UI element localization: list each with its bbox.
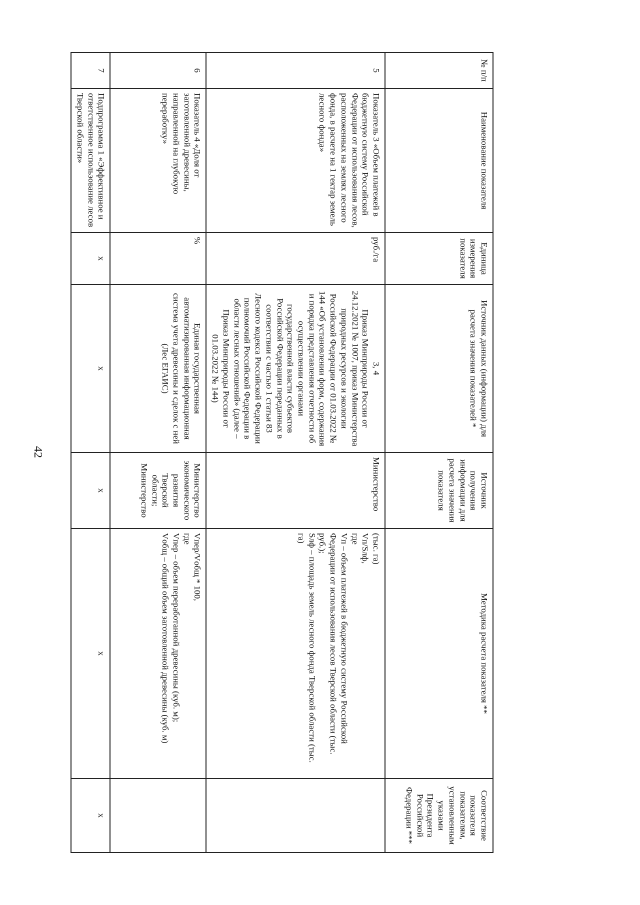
row-source-data: Единая государственная автоматизированная информационная система учета древесины и сделок с ней (Лес ЕГАИС): [111, 285, 207, 453]
row-unit: руб./га: [207, 233, 386, 285]
table-row: [207, 53, 386, 853]
row-compliance: [111, 779, 207, 853]
row-compliance: [207, 779, 386, 853]
row-source-info: Министерство: [207, 453, 386, 529]
row-method: Vпер/Vобщ * 100, где Vпер – объем переработанной древесины (куб. м); Vобщ – общий объем заготовленной древесины (куб. м): [111, 529, 207, 779]
header-num: № п/п: [385, 53, 493, 89]
table-row: [71, 53, 110, 853]
indicators-table: [71, 52, 494, 853]
header-name: Наименование показателя: [385, 89, 493, 233]
row-num: 6: [111, 53, 207, 89]
row-method-carryover: (тыс. га): [371, 533, 382, 565]
row-method: х: [71, 529, 110, 779]
row-source-data: х: [71, 285, 110, 453]
rotated-table-sheet: [75, 52, 494, 852]
row-num: 5: [207, 53, 386, 89]
row-compliance: х: [71, 779, 110, 853]
row-source-info: Министерство экономического развития Тверской области; Министерство: [111, 453, 207, 529]
header-compliance: Соответствие показателя показателям, установленным указами Президента Российской Федерации ***: [385, 779, 493, 853]
row-unit: х: [71, 233, 110, 285]
row-source-data: 3, 4 Приказ Минприроды России от 24.12.2021 № 1007, приказ Министерства природных ресурсов и экологии Российской Федерации от 01.03.2022 № 144 «Об установлении форм, содержания и порядка представления отчетности об осуществлении органами государственной власти субъектов Российской Федерации переданных в соответствии с частью 1 статьи 83 Лесного кодекса Российской Федерации полномочий Российской Федерации в области лесных отношений» (далее – Приказ Минприроды России от 01.03.2022 № 144): [207, 285, 386, 453]
header-source-data: Источник данных (информации) для расчета значения показателей *: [385, 285, 493, 453]
row-name: Показатель 4 «Доля от заготовленной древесины, направленной на глубокую переработку»: [111, 89, 207, 233]
header-method: Методика расчета показателя **: [385, 529, 493, 779]
row-num: 7: [71, 53, 110, 89]
table-row: [111, 53, 207, 853]
table-header-row: [385, 53, 493, 853]
row-name: Подпрограмма 1 «Эффективное и ответственное использование лесов Тверской области»: [71, 89, 110, 233]
header-source-info: Источник получения информации для расчета значения показателя: [385, 453, 493, 529]
row-method-cell: [207, 529, 386, 779]
row-source-info: х: [71, 453, 110, 529]
row-method: Vп/Sлф, где Vп – объем платежей в бюджетную систему Российской Федерации от использования лесов Тверской области (тыс. руб.); Sлф – площадь земель лесного фонда Тверской области (тыс. га): [296, 533, 371, 763]
header-unit: Единица измерения показателя: [385, 233, 493, 285]
row-unit: %: [111, 233, 207, 285]
row-name: Показатель 3 «Объем платежей в бюджетную систему Российской Федерации от использования лесов, расположенных на землях лесного фонда, в расчете на 1 гектар земель лесного фонда»: [207, 89, 386, 233]
page-number: 42: [31, 446, 46, 458]
